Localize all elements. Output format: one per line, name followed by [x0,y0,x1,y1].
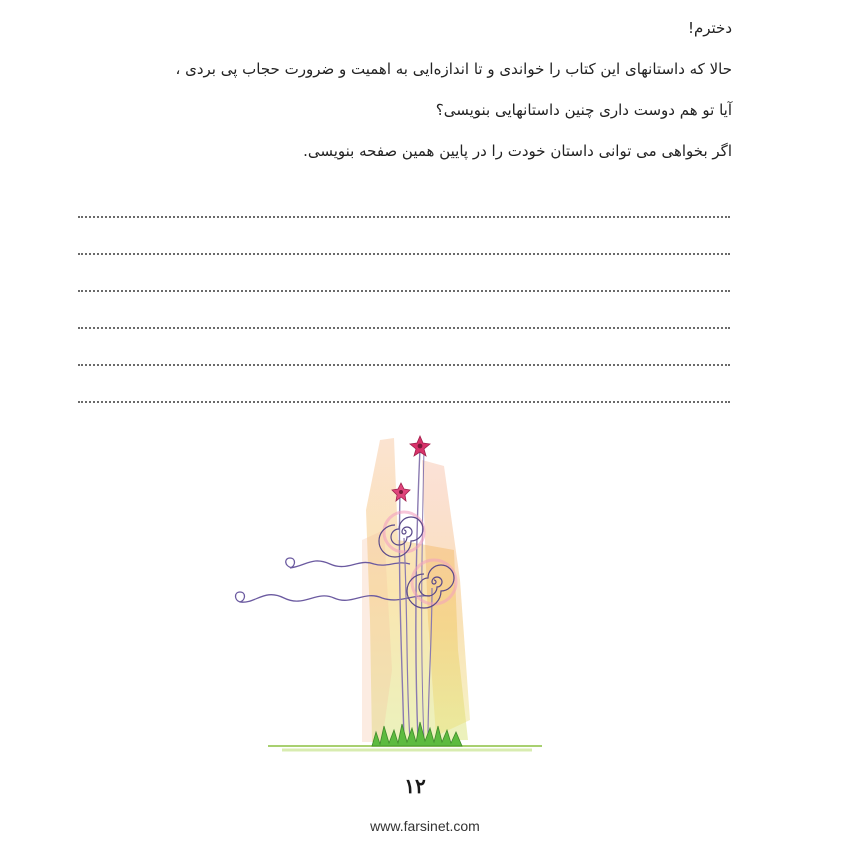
page-number: ۱۲ [404,774,426,798]
writing-line-6 [78,391,730,403]
paragraph-line-2: آیا تو هم دوست داری چنین داستانهایی بنویسی؟ [435,101,732,119]
writing-line-5 [78,354,730,366]
flowers-illustration [222,420,552,760]
salutation: دخترم! [687,19,732,37]
paragraph-line-1: حالا که داستانهای این کتاب را خواندی و تا اندازه‌ایی به اهمیت و ضرورت حجاب پی بردی ، [175,60,732,78]
writing-line-2 [78,243,730,255]
writing-line-1 [78,206,730,218]
instruction-text [52,14,732,178]
paragraph-line-3: اگر بخواهی می توانی داستان خودت را در پایین همین صفحه بنویسی. [303,142,732,160]
website-url: www.farsinet.com [370,818,480,834]
writing-line-3 [78,280,730,292]
writing-line-4 [78,317,730,329]
